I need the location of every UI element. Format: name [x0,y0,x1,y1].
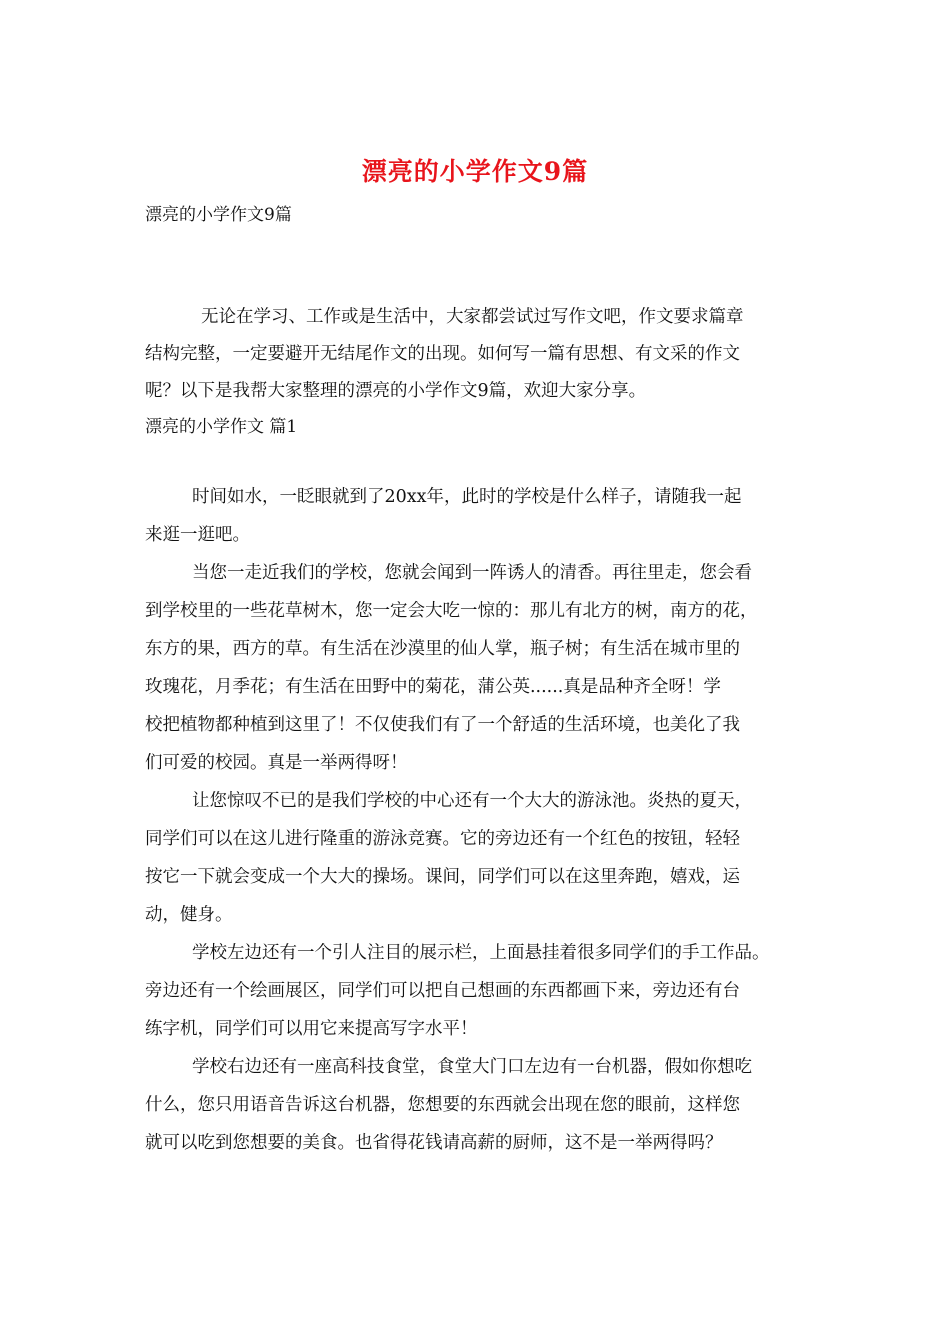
essay-body [145,478,825,1162]
essay-line: 玫瑰花，月季花；有生活在田野中的菊花，蒲公英......真是品种齐全呀！学 [145,677,721,697]
essay-line: 时间如水，一眨眼就到了20xx年，此时的学校是什么样子，请随我一起 [192,487,742,507]
document-title: 漂亮的小学作文9篇 [361,157,589,186]
intro-line: 呢？以下是我帮大家整理的漂亮的小学作文9篇，欢迎大家分享。 [145,381,647,401]
essay-line: 什么，您只用语音告诉这台机器，您想要的东西就会出现在您的眼前，这样您 [145,1095,740,1115]
essay-line: 让您惊叹不已的是我们学校的中心还有一个大大的游泳池。炎热的夏天， [192,791,752,811]
essay-paragraph [145,782,825,934]
essay-line: 旁边还有一个绘画展区，同学们可以把自己想画的东西都画下来，旁边还有台 [145,981,740,1001]
intro-line: 结构完整，一定要避开无结尾作文的出现。如何写一篇有思想、有文采的作文 [145,344,740,364]
essay-line: 同学们可以在这儿进行隆重的游泳竞赛。它的旁边还有一个红色的按钮，轻轻 [145,829,740,849]
essay-paragraph [145,934,825,1048]
essay-line: 学校右边还有一座高科技食堂，食堂大门口左边有一台机器，假如你想吃 [192,1057,752,1077]
essay-paragraph [145,1048,825,1162]
essay-line: 当您一走近我们的学校，您就会闻到一阵诱人的清香。再往里走，您会看 [192,563,752,583]
essay-line: 学校左边还有一个引人注目的展示栏，上面悬挂着很多同学们的手工作品。 [192,943,770,963]
essay-line: 到学校里的一些花草树木，您一定会大吃一惊的：那儿有北方的树，南方的花， [145,601,758,621]
document-subtitle: 漂亮的小学作文9篇 [145,205,292,225]
essay-line: 来逛一逛吧。 [145,525,250,545]
essay-line: 练字机，同学们可以用它来提高写字水平！ [145,1019,478,1039]
section-title: 漂亮的小学作文 篇1 [145,417,298,437]
essay-line: 东方的果，西方的草。有生活在沙漠里的仙人掌，瓶子树；有生活在城市里的 [145,639,740,659]
intro-line: 无论在学习、工作或是生活中，大家都尝试过写作文吧，作文要求篇章 [201,307,744,327]
intro-paragraph [145,299,825,410]
essay-line: 们可爱的校园。真是一举两得呀！ [145,753,408,773]
essay-line: 动，健身。 [145,905,233,925]
essay-paragraph [145,554,825,782]
essay-line: 校把植物都种植到这里了！不仅使我们有了一个舒适的生活环境，也美化了我 [145,715,740,735]
essay-line: 就可以吃到您想要的美食。也省得花钱请高薪的厨师，这不是一举两得吗？ [145,1133,723,1153]
essay-paragraph [145,478,825,554]
essay-line: 按它一下就会变成一个大大的操场。课间，同学们可以在这里奔跑，嬉戏，运 [145,867,740,887]
